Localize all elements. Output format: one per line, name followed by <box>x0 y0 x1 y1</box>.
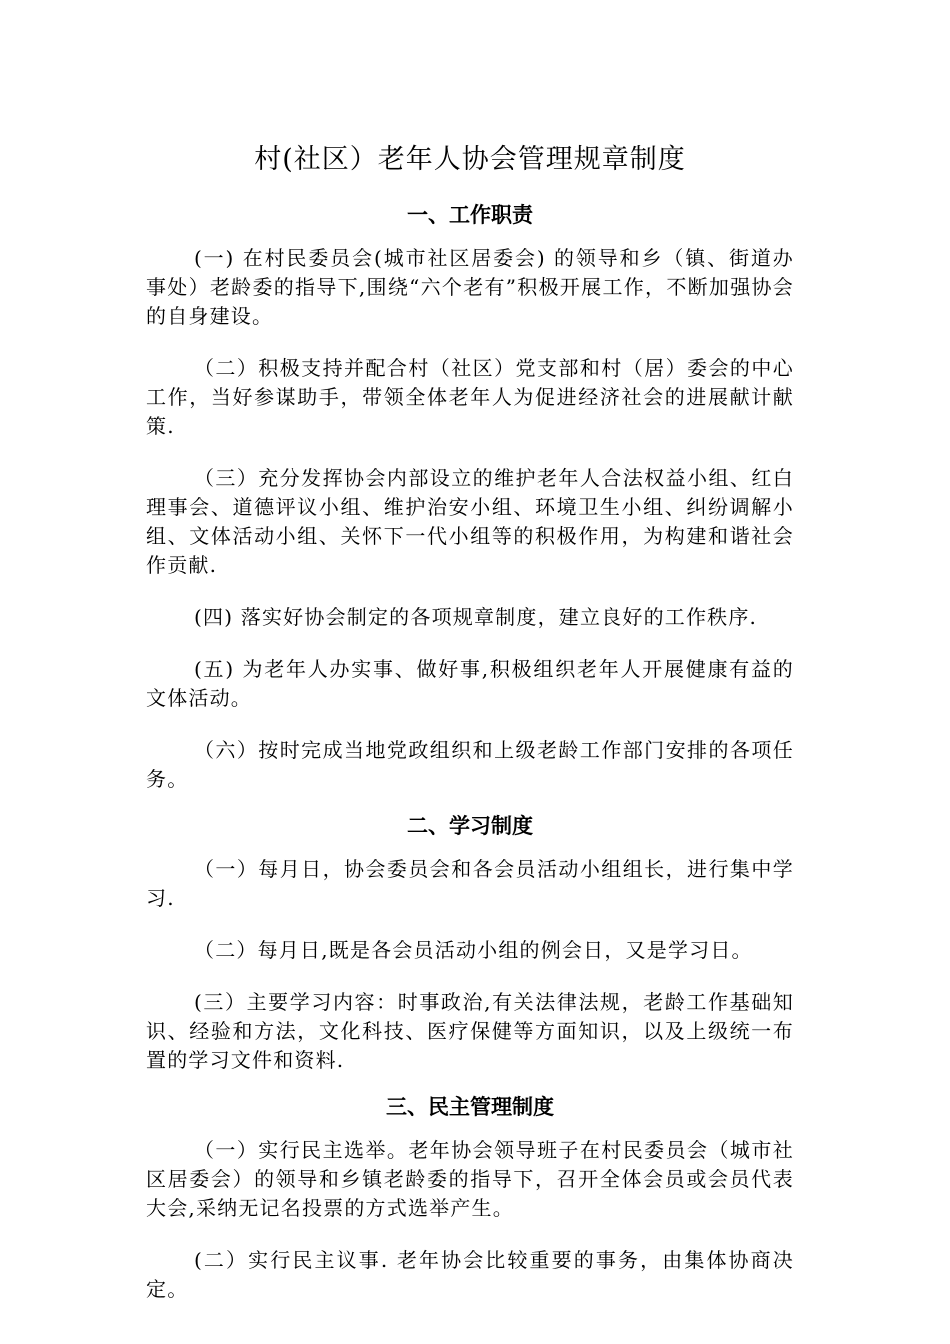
section-heading-duties: 一、工作职责 <box>407 203 533 227</box>
paragraph: (四) 落实好协会制定的各项规章制度，建立良好的工作秩序. <box>194 605 758 629</box>
paragraph: （二）积极支持并配合村（社区）党支部和村（居）委会的中心工作，当好参谋助手，带领全体老年人为促进经济社会的进展献计献策. <box>146 356 794 438</box>
document-page <box>146 140 794 1327</box>
paragraph: （一）实行民主选举。老年协会领导班子在村民委员会（城市社区居委会）的领导和乡镇老龄委的指导下，召开全体会员或会员代表大会,采纳无记名投票的方式选举产生。 <box>146 1138 794 1220</box>
paragraph: (一) 在村民委员会(城市社区居委会) 的领导和乡（镇、街道办事处）老龄委的指导下,围绕“六个老有”积极开展工作，不断加强协会的自身建设。 <box>146 246 794 328</box>
paragraph: (五) 为老年人办实事、做好事,积极组织老年人开展健康有益的文体活动。 <box>146 657 794 710</box>
paragraph: （三）充分发挥协会内部设立的维护老年人合法权益小组、红白理事会、道德评议小组、维护治安小组、环境卫生小组、纠纷调解小组、文体活动小组、关怀下一代小组等的积极作用，为构建和谐社会作贡献. <box>146 466 794 577</box>
paragraph: （六）按时完成当地党政组织和上级老龄工作部门安排的各项任务。 <box>146 738 794 791</box>
paragraph: (二）实行民主议事. 老年协会比较重要的事务，由集体协商决定。 <box>146 1248 794 1301</box>
paragraph: （一）每月日，协会委员会和各会员活动小组组长，进行集中学习. <box>146 857 794 910</box>
document-title: 村(社区）老年人协会管理规章制度 <box>254 144 686 175</box>
paragraph: (三）主要学习内容：时事政治,有关法律法规，老龄工作基础知识、经验和方法，文化科技、医疗保健等方面知识，以及上级统一布置的学习文件和资料. <box>146 990 794 1072</box>
section-heading-democratic-management: 三、民主管理制度 <box>386 1095 554 1119</box>
section-heading-study: 二、学习制度 <box>407 814 533 838</box>
paragraph: （二）每月日,既是各会员活动小组的例会日，又是学习日。 <box>194 938 753 962</box>
